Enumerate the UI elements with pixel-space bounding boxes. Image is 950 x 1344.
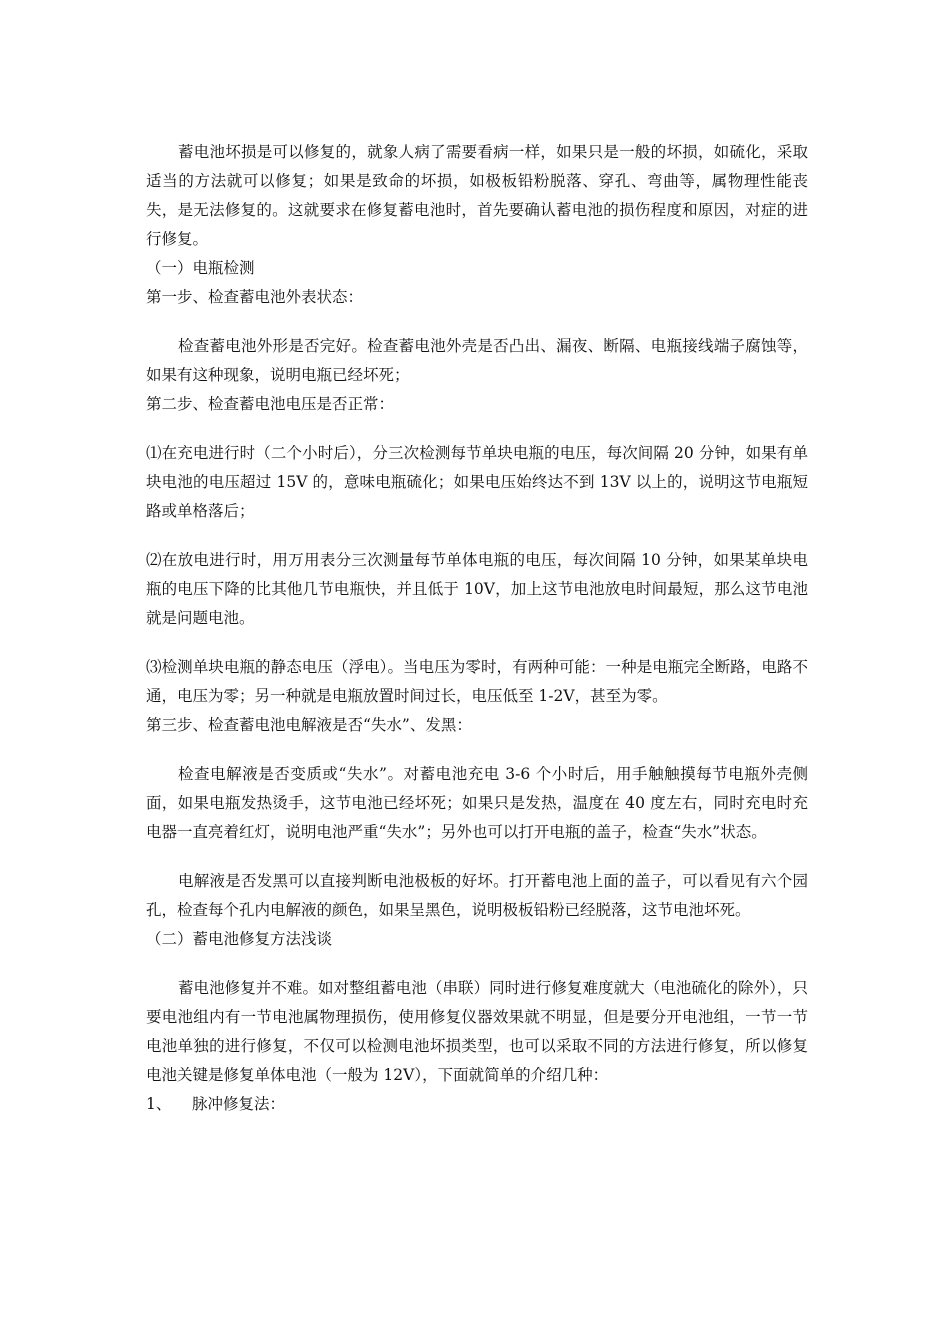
document-body xyxy=(146,138,808,1119)
method-1-number: 1、 xyxy=(146,1095,172,1113)
section-heading-repair: （二）蓄电池修复方法浅谈 xyxy=(146,930,333,948)
step2-heading: 第二步、检查蓄电池电压是否正常： xyxy=(146,395,395,413)
intro-paragraph: 蓄电池坏损是可以修复的，就象人病了需要看病一样，如果只是一般的坏损，如硫化，采取适当的方法就可以修复；如果是致命的坏损，如极板铅粉脱落、穿孔、弯曲等，属物理性能丧失，是无法修复的。这就要求在修复蓄电池时，首先要确认蓄电池的损伤程度和原因，对症的进行修复。 xyxy=(146,143,808,248)
section-heading-detection: （一）电瓶检测 xyxy=(146,259,255,277)
step3-paragraph-2: 电解液是否发黑可以直接判断电池极板的好坏。打开蓄电池上面的盖子，可以看见有六个园孔，检查每个孔内电解液的颜色，如果呈黑色，说明极板铅粉已经脱落，这节电池坏死。 xyxy=(146,872,808,919)
step3-heading: 第三步、检查蓄电池电解液是否“失水”、发黑： xyxy=(146,716,472,734)
method-1-heading xyxy=(146,1090,808,1119)
step2-item-3: ⑶检测单块电瓶的静态电压（浮电）。当电压为零时，有两种可能：一种是电瓶完全断路，电路不通，电压为零；另一种就是电瓶放置时间过长，电压低至 1-2V，甚至为零。 xyxy=(146,658,808,705)
step1-heading: 第一步、检查蓄电池外表状态： xyxy=(146,288,364,306)
step2-item-2: ⑵在放电进行时，用万用表分三次测量每节单体电瓶的电压，每次间隔 10 分钟，如果某单块电瓶的电压下降的比其他几节电瓶快，并且低于 10V，加上这节电池放电时间最短，那么这节电池就是问题电池。 xyxy=(146,551,808,627)
step1-paragraph: 检查蓄电池外形是否完好。检查蓄电池外壳是否凸出、漏夜、断隔、电瓶接线端子腐蚀等，如果有这种现象，说明电瓶已经坏死； xyxy=(146,337,808,384)
method-1-title: 脉冲修复法： xyxy=(192,1095,286,1113)
step3-paragraph-1: 检查电解液是否变质或“失水”。对蓄电池充电 3-6 个小时后，用手触触摸每节电瓶外壳侧面，如果电瓶发热烫手，这节电池已经坏死；如果只是发热，温度在 40 度左右，同时充电时充电器一直亮着红灯，说明电池严重“失水”；另外也可以打开电瓶的盖子，检查“失水”状态。 xyxy=(146,765,808,841)
repair-paragraph: 蓄电池修复并不难。如对整组蓄电池（串联）同时进行修复难度就大（电池硫化的除外），只要电池组内有一节电池属物理损伤，使用修复仪器效果就不明显，但是要分开电池组，一节一节电池单独的进行修复，不仅可以检测电池坏损类型，也可以采取不同的方法进行修复，所以修复电池关键是修复单体电池（一般为 12V），下面就简单的介绍几种： xyxy=(146,979,808,1084)
step2-item-1: ⑴在充电进行时（二个小时后），分三次检测每节单块电瓶的电压，每次间隔 20 分钟，如果有单块电池的电压超过 15V 的，意味电瓶硫化；如果电压始终达不到 13V 以上的，说明这节电瓶短路或单格落后； xyxy=(146,444,808,520)
